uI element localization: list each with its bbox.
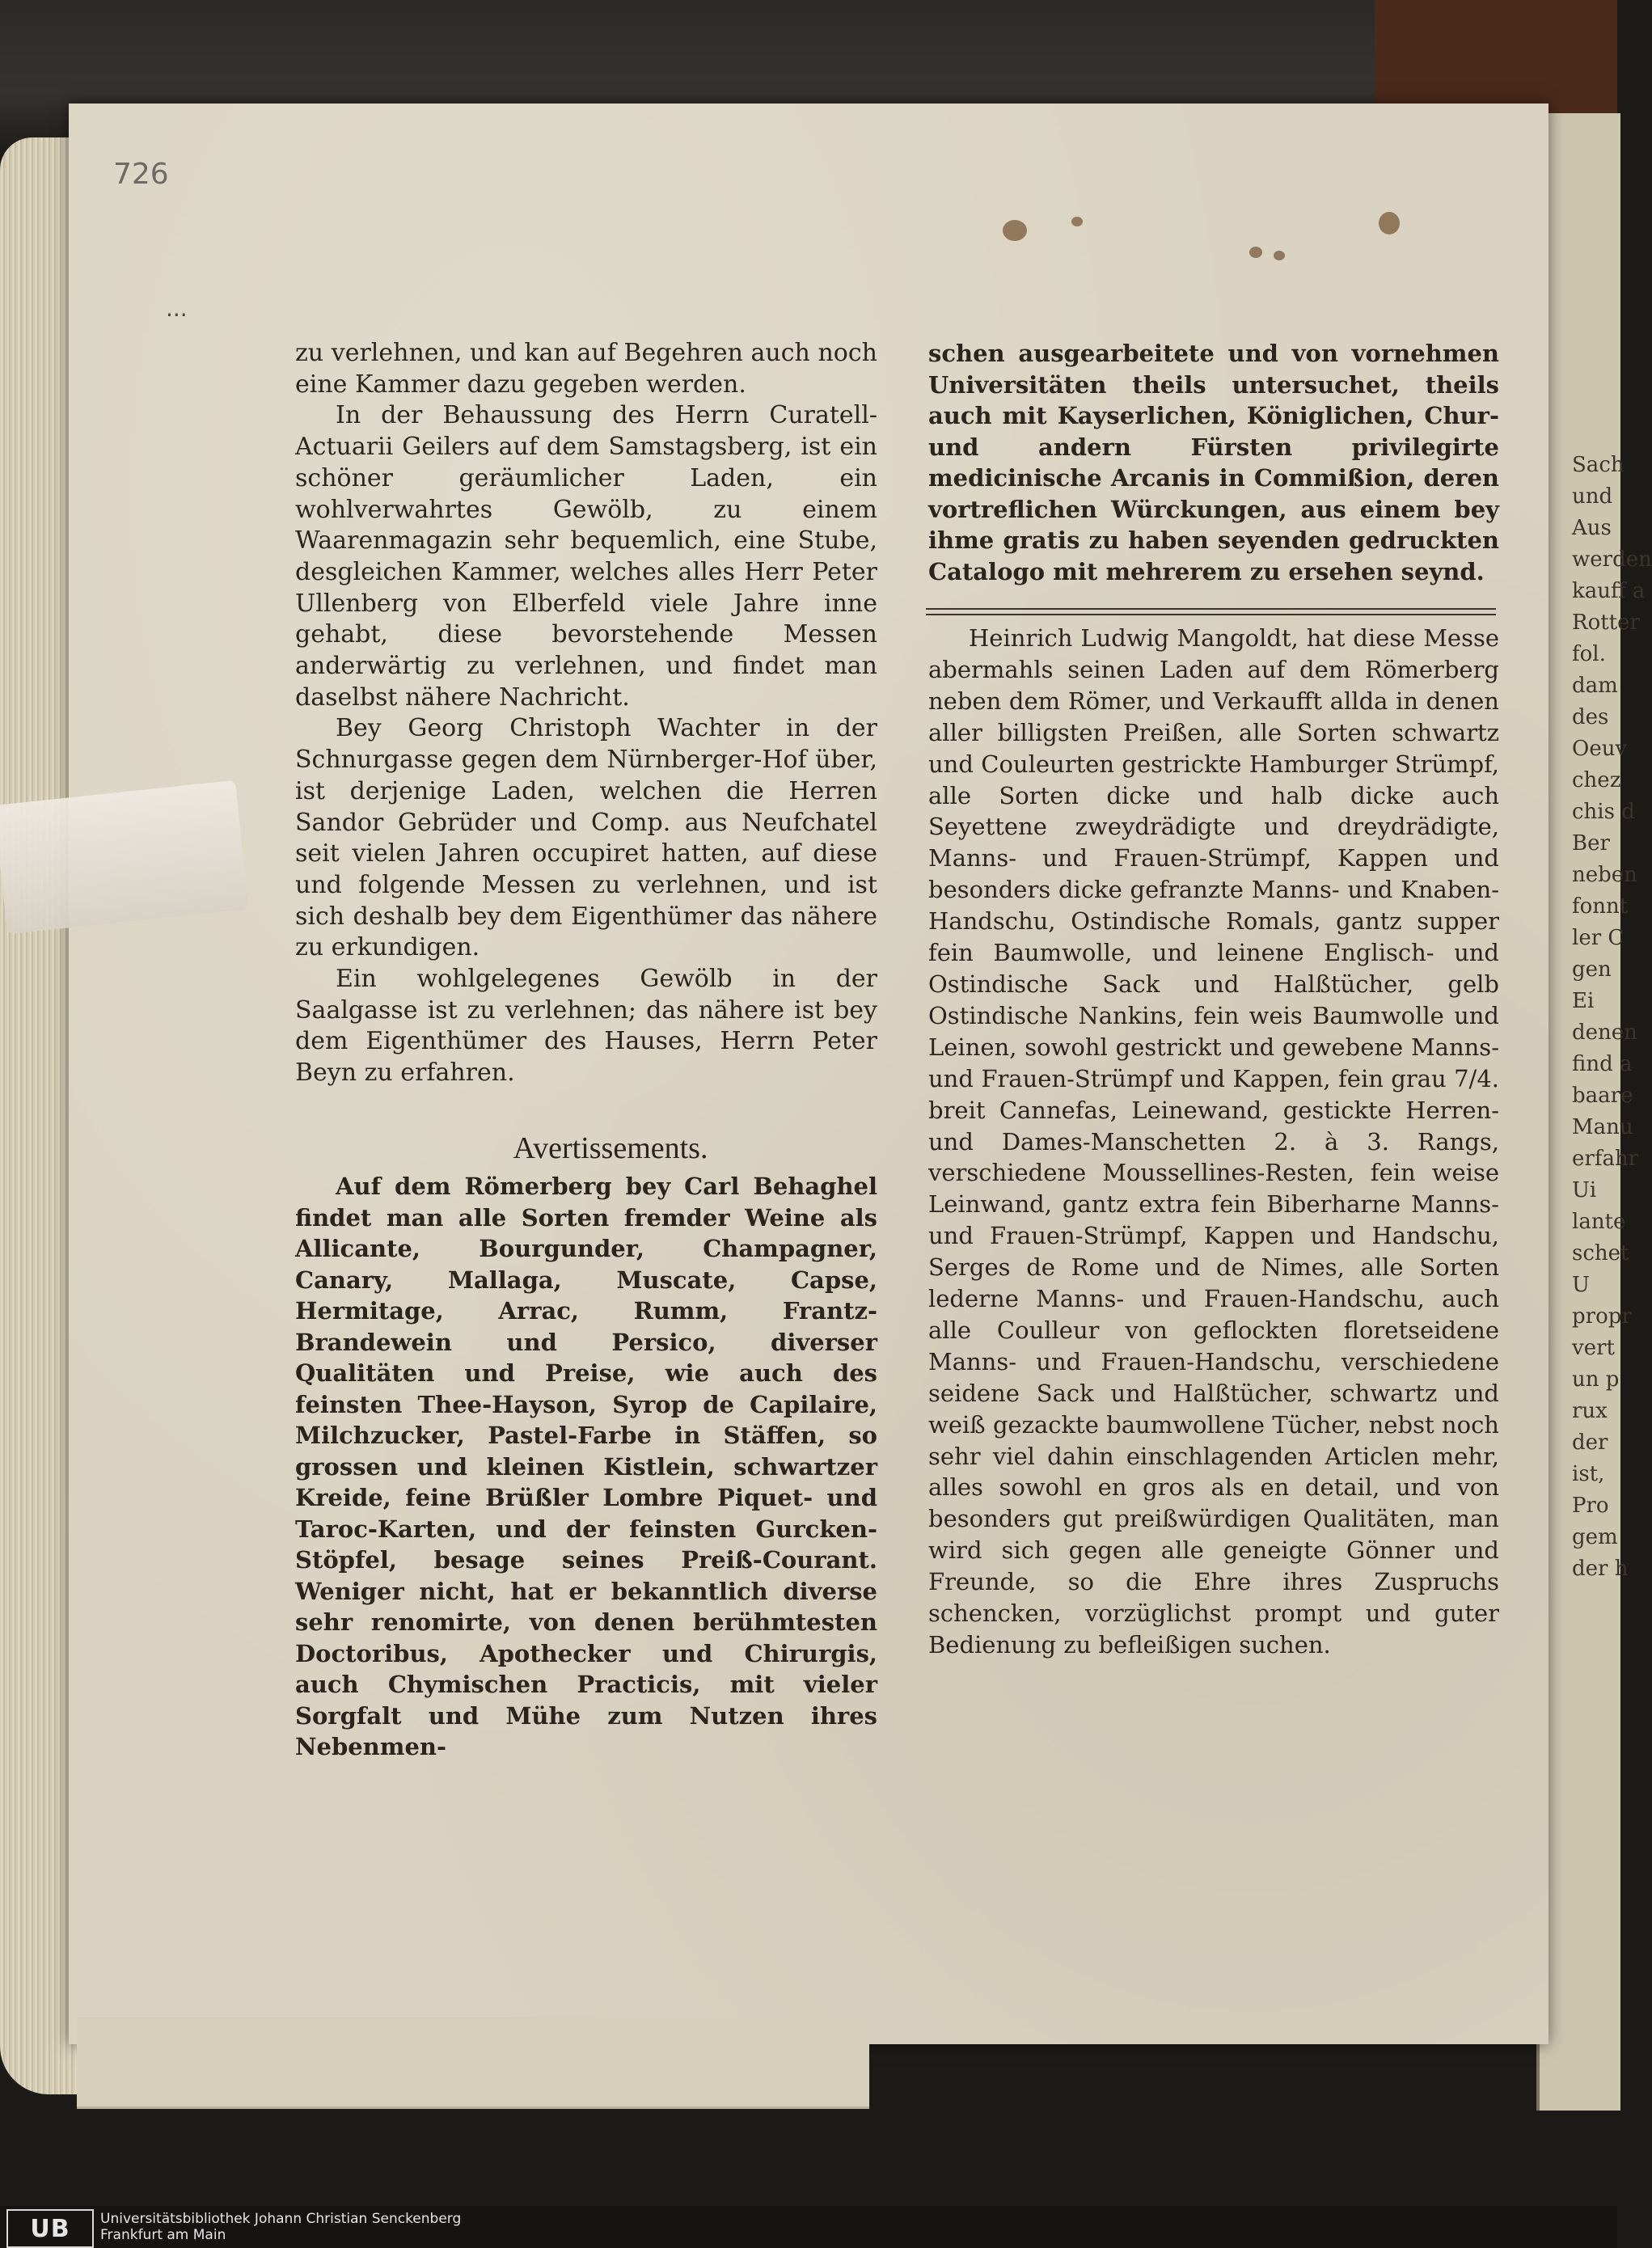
paragraph: Heinrich Ludwig Mangoldt, hat diese Messe abermahls seinen Laden auf dem Römerberg neben dem Römer, und Verkaufft allda in denen aller billigsten Preißen, alle Sorten schwartz und Couleurten gestrickte Hamburger Strümpf, alle Sorten dicke und halb dicke auch Seyettene zweydrädigte und dreydrädigte, Manns- und Frauen-Strümpf, Kappen und besonders dicke gefranzte Manns- und Knaben-Handschu, Ostindische Romals, gantz supper fein Baumwolle, und leinene Englisch- und Ostindische Sack und Halßtücher, gelb Ostindische Nankins, fein weis Baumwolle und Leinen, sowohl gestrickt und gewebene Manns- und Frauen-Strümpf und Kappen, fein grau 7/4. breit Cannefas, Leinewand, gestickte Herren- und Dames-Manschetten 2. à 3. Rangs, verschiedene Moussellines-Resten, fein weise Leinwand, gantz extra fein Biberharne Manns- und Frauen-Strümpf, Kappen und Handschu, Serges de Rome und de Nimes, alle Sorten lederne Manns- und Frauen-Handschu, auch alle Coulleur von geflockten floretseidene Manns- und Frauen-Handschu, verschiedene seidene Sack und Halßtücher, schwartz und weiß gezackte baumwollene Tücher, nebst noch sehr viel dahin einschlagenden Articlen mehr, alles sowohl en gros als en detail, und von besonders gut preißwürdigen Qualitäten, man wird sich gegen alle geneigte Gönner und Freunde, so die Ehre ihres Zuspruchs schencken, vorzüglichst prompt und guter Bedienung zu befleißigen suchen. bbox=[928, 624, 1499, 1659]
paragraph: In der Behaussung des Herrn Curatell-Actuarii Geilers auf dem Samstagsberg, ist ein schöner geräumlicher Laden, ein wohlverwahrtes Gewölb, zu einem Waarenmagazin sehr bequemlich, eine Stube, desgleichen Kammer, welches alles Herr Peter Ullenberg von Elberfeld viele Jahre inne gehabt, diese bevorstehende Messen anderwärtig zu verlehnen, und findet man daselbst nähere Nachricht. bbox=[295, 401, 877, 712]
left-column bbox=[295, 338, 877, 1089]
next-page-text-fragment: ist, bbox=[1572, 1462, 1605, 1486]
next-page-text-fragment: Ber bbox=[1572, 831, 1610, 856]
foxing-stain bbox=[1003, 220, 1027, 241]
institution-city: Frankfurt am Main bbox=[100, 2227, 226, 2243]
next-page-text-fragment: find a bbox=[1572, 1052, 1633, 1076]
next-page-text-fragment: chez bbox=[1572, 768, 1621, 792]
next-page-text-fragment: schet bbox=[1572, 1241, 1629, 1266]
next-page-text-fragment: der bbox=[1572, 1430, 1608, 1455]
section-heading: Avertissements. bbox=[513, 1131, 708, 1165]
paragraph: Auf dem Römerberg bey Carl Behaghel findet man alle Sorten fremder Weine als Allicante, Bourgunder, Champagner, Canary, Mallaga, Muscate, Capse, Hermitage, Arrac, Rumm, Frantz-Brandewein und Persico, diverser Qualitäten und Preise, wie auch des feinsten Thee-Hayson, Syrop de Capilaire, Milchzucker, Pastel-Farbe in Stäffen, so grossen und kleinen Kistlein, schwartzer Kreide, feine Brüßler Lombre Piquet- und Taroc-Karten, und der feinsten Gurcken-Stöpfel, besage seines Preiß-Courant. Weniger nicht, hat er bekanntlich diverse sehr renomirte, von denen berühmtesten Doctoribus, Apothecker und Chirurgis, auch Chymischen Practicis, mit vieler Sorgfalt und Mühe zum Nutzen ihres Nebenmen- bbox=[295, 1173, 877, 1760]
next-page-text-fragment: lante bbox=[1572, 1210, 1626, 1234]
next-page-text-fragment: erfahr bbox=[1572, 1147, 1639, 1171]
institution-name: Universitätsbibliothek Johann Christian Senckenberg bbox=[100, 2211, 462, 2227]
library-logo: UB bbox=[6, 2209, 94, 2248]
foxing-stain bbox=[1379, 212, 1400, 235]
next-page-text-fragment: baare bbox=[1572, 1084, 1633, 1108]
next-page-text-fragment: vert bbox=[1572, 1336, 1615, 1360]
paper-bookmark bbox=[0, 780, 249, 934]
right-column bbox=[928, 623, 1499, 1661]
paragraph: schen ausgearbeitete und von vornehmen Universitäten theils untersuchet, theils auch mit Kayserlichen, Königlichen, Chur- und andern Fürsten privilegirte medicinische Arcanis in Commißion, deren vortreflichen Würckungen, aus einem bey ihme gratis zu haben seyenden gedruckten Catalogo mit mehrerem zu ersehen seynd. bbox=[928, 340, 1499, 585]
next-page-text-fragment: Sach bbox=[1572, 453, 1625, 477]
institution-credit bbox=[100, 2211, 461, 2243]
foxing-stain bbox=[1249, 247, 1262, 258]
next-page-text-fragment: und bbox=[1572, 484, 1613, 509]
page-bottom-edge bbox=[77, 2018, 869, 2109]
next-page-text-fragment: ler C bbox=[1572, 926, 1625, 950]
next-page-text-fragment: dam bbox=[1572, 674, 1618, 698]
next-page-text-fragment: propr bbox=[1572, 1304, 1632, 1329]
next-page-edge bbox=[1536, 113, 1652, 2111]
next-page-text-fragment: U bbox=[1572, 1273, 1590, 1297]
next-page-text-fragment: des bbox=[1572, 705, 1609, 729]
next-page-text-fragment: Aus bbox=[1572, 516, 1612, 540]
next-page-text-fragment: Oeuv bbox=[1572, 737, 1628, 761]
pencil-page-number: 726 bbox=[113, 158, 169, 191]
next-page-text-fragment: der h bbox=[1572, 1557, 1629, 1581]
next-page-text-fragment: denen bbox=[1572, 1020, 1637, 1045]
section-divider bbox=[926, 608, 1496, 615]
paragraph: Ein wohlgelegenes Gewölb in der Saalgasse ist zu verlehnen; das nähere ist bey dem Eigenthümer des Hauses, Herrn Peter Beyn zu erfahren. bbox=[295, 965, 877, 1088]
next-page-text-fragment: chis d bbox=[1572, 800, 1635, 824]
next-page-text-fragment: kauff a bbox=[1572, 579, 1646, 603]
paragraph: Bey Georg Christoph Wachter in der Schnurgasse gegen dem Nürnberger-Hof über, ist derjenige Laden, welchen die Herren Sandor Gebrüder und Comp. aus Neufchatel seit vielen Jahren occupiret hatten, auf diese und folgende Messen zu verlehnen, und ist sich deshalb bey dem Eigenthümer das nähere zu erkundigen. bbox=[295, 714, 877, 962]
next-page-text-fragment: gen bbox=[1572, 957, 1612, 982]
next-page-text-fragment: Ui bbox=[1572, 1178, 1597, 1202]
next-page-text-fragment: Manu bbox=[1572, 1115, 1633, 1139]
next-page-text-fragment: werden bbox=[1572, 547, 1652, 572]
next-page-text-fragment: neben bbox=[1572, 863, 1637, 887]
paragraph: zu verlehnen, und kan auf Begehren auch noch eine Kammer dazu gegeben werden. bbox=[295, 339, 877, 399]
next-page-text-fragment: gem bbox=[1572, 1525, 1618, 1549]
left-column-advert bbox=[295, 1171, 877, 1763]
next-page-text-fragment: fol. bbox=[1572, 642, 1606, 666]
next-page-text-fragment: Pro bbox=[1572, 1494, 1609, 1518]
next-page-text-fragment: Ei bbox=[1572, 989, 1595, 1013]
next-page-text-fragment: un p bbox=[1572, 1367, 1620, 1392]
next-page-text-fragment: rux bbox=[1572, 1399, 1608, 1423]
foxing-stain bbox=[1274, 251, 1285, 260]
next-page-text-fragment: fonnt bbox=[1572, 894, 1629, 919]
margin-mark: ... bbox=[166, 295, 188, 322]
next-page-text-fragment: Rotter bbox=[1572, 611, 1640, 635]
foxing-stain bbox=[1071, 217, 1083, 226]
right-column-continuation bbox=[928, 338, 1499, 587]
